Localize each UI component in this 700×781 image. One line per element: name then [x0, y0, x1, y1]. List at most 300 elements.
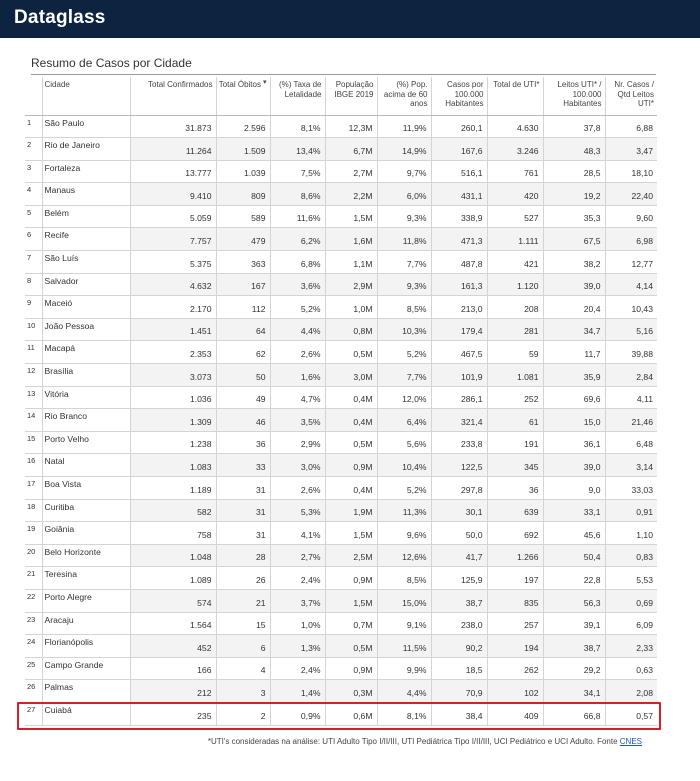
cell-confirmed: 235	[130, 702, 216, 725]
brand-logo[interactable]: Dataglass	[14, 7, 106, 28]
cell-cases_per_100k: 179,4	[431, 318, 487, 341]
cell-confirmed: 31.873	[130, 115, 216, 138]
cell-city: Natal	[42, 454, 130, 477]
cell-cases_per_icu: 6,09	[605, 612, 657, 635]
cell-population: 0,5M	[325, 431, 377, 454]
cell-confirmed: 9.410	[130, 183, 216, 206]
column-header-over60[interactable]	[377, 77, 431, 115]
cell-lethality: 8,1%	[270, 115, 325, 138]
cell-cases_per_icu: 1,10	[605, 522, 657, 545]
cell-deaths: 26	[216, 567, 270, 590]
cell-idx: 4	[25, 183, 42, 206]
cell-idx: 22	[25, 589, 42, 612]
cell-cases_per_100k: 122,5	[431, 454, 487, 477]
highlighted-row-outline	[17, 702, 661, 730]
cell-cases_per_icu: 0,91	[605, 499, 657, 522]
cell-city: Porto Alegre	[42, 589, 130, 612]
cell-confirmed: 1.451	[130, 318, 216, 341]
cell-confirmed: 1.036	[130, 386, 216, 409]
cell-population: 0,3M	[325, 680, 377, 703]
cell-icu_total: 1.111	[487, 228, 543, 251]
cell-cases_per_icu: 3,47	[605, 138, 657, 161]
cell-cases_per_100k: 125,9	[431, 567, 487, 590]
table-row[interactable]	[25, 409, 657, 432]
cell-cases_per_100k: 233,8	[431, 431, 487, 454]
cell-city: Campo Grande	[42, 657, 130, 680]
cell-cases_per_100k: 286,1	[431, 386, 487, 409]
cell-cases_per_icu: 5,53	[605, 567, 657, 590]
cell-icu_total: 421	[487, 251, 543, 274]
cell-deaths: 809	[216, 183, 270, 206]
cell-cases_per_100k: 50,0	[431, 522, 487, 545]
cell-deaths: 1.509	[216, 138, 270, 161]
cell-deaths: 21	[216, 589, 270, 612]
cell-population: 0,4M	[325, 386, 377, 409]
cell-over60: 9,3%	[377, 205, 431, 228]
cell-deaths: 28	[216, 544, 270, 567]
cell-over60: 7,7%	[377, 364, 431, 387]
column-header-label: Total Confirmados	[148, 80, 213, 89]
cell-deaths: 50	[216, 364, 270, 387]
cell-confirmed: 758	[130, 522, 216, 545]
cell-icu_per_100k: 11,7	[543, 341, 605, 364]
cell-lethality: 0,9%	[270, 702, 325, 725]
cell-population: 0,6M	[325, 702, 377, 725]
cell-population: 3,0M	[325, 364, 377, 387]
cell-lethality: 1,3%	[270, 635, 325, 658]
cell-deaths: 31	[216, 499, 270, 522]
cell-confirmed: 2.353	[130, 341, 216, 364]
cell-over60: 10,4%	[377, 454, 431, 477]
cell-confirmed: 13.777	[130, 160, 216, 183]
cell-cases_per_icu: 22,40	[605, 183, 657, 206]
cell-icu_per_100k: 56,3	[543, 589, 605, 612]
cell-lethality: 3,0%	[270, 454, 325, 477]
cell-icu_total: 639	[487, 499, 543, 522]
cell-city: Fortaleza	[42, 160, 130, 183]
column-header-cases_per_icu[interactable]	[605, 77, 657, 115]
cell-cases_per_icu: 18,10	[605, 160, 657, 183]
table-row[interactable]	[25, 364, 657, 387]
table-row[interactable]	[25, 183, 657, 206]
cell-confirmed: 1.189	[130, 477, 216, 500]
cell-icu_per_100k: 39,0	[543, 273, 605, 296]
cell-lethality: 1,4%	[270, 680, 325, 703]
cell-cases_per_icu: 6,48	[605, 431, 657, 454]
cell-cases_per_100k: 321,4	[431, 409, 487, 432]
cell-cases_per_icu: 2,08	[605, 680, 657, 703]
cell-lethality: 2,4%	[270, 657, 325, 680]
cell-cases_per_100k: 41,7	[431, 544, 487, 567]
cell-lethality: 3,6%	[270, 273, 325, 296]
cell-confirmed: 166	[130, 657, 216, 680]
cell-idx: 9	[25, 296, 42, 319]
cell-confirmed: 1.564	[130, 612, 216, 635]
table-row[interactable]	[25, 431, 657, 454]
footnote-text: *UTI's consideradas na análise: UTI Adulto Tipo I/II/III, UTI Pediátrica Tipo I/II/III, UCI Pediátrico e UCI Adulto. Fonte	[207, 737, 620, 746]
cell-idx: 25	[25, 657, 42, 680]
app-header	[0, 0, 700, 38]
cell-idx: 14	[25, 409, 42, 432]
cell-over60: 11,5%	[377, 635, 431, 658]
cell-lethality: 2,7%	[270, 544, 325, 567]
cell-cases_per_icu: 10,43	[605, 296, 657, 319]
cell-icu_per_100k: 45,6	[543, 522, 605, 545]
table-row[interactable]	[25, 680, 657, 703]
cell-lethality: 1,0%	[270, 612, 325, 635]
cell-population: 0,5M	[325, 341, 377, 364]
table-row[interactable]	[25, 477, 657, 500]
cell-over60: 6,4%	[377, 409, 431, 432]
cell-cases_per_icu: 33,03	[605, 477, 657, 500]
table-row[interactable]	[25, 115, 657, 138]
cell-over60: 11,9%	[377, 115, 431, 138]
cell-population: 2,9M	[325, 273, 377, 296]
cell-cases_per_100k: 30,1	[431, 499, 487, 522]
cell-deaths: 62	[216, 341, 270, 364]
cell-over60: 15,0%	[377, 589, 431, 612]
cell-lethality: 1,6%	[270, 364, 325, 387]
cell-cases_per_100k: 431,1	[431, 183, 487, 206]
cell-city: São Paulo	[42, 115, 130, 138]
cell-deaths: 49	[216, 386, 270, 409]
cell-icu_total: 257	[487, 612, 543, 635]
cell-over60: 7,7%	[377, 251, 431, 274]
cell-cases_per_100k: 18,5	[431, 657, 487, 680]
cell-city: Vitória	[42, 386, 130, 409]
cell-icu_total: 761	[487, 160, 543, 183]
cell-icu_per_100k: 36,1	[543, 431, 605, 454]
column-header-label: Cidade	[44, 80, 70, 89]
cell-confirmed: 212	[130, 680, 216, 703]
cell-population: 0,9M	[325, 657, 377, 680]
column-header-icu_per_100k[interactable]	[543, 77, 605, 115]
cell-city: Rio Branco	[42, 409, 130, 432]
cell-over60: 8,5%	[377, 296, 431, 319]
cell-lethality: 2,6%	[270, 341, 325, 364]
cell-lethality: 2,4%	[270, 567, 325, 590]
cell-city: Salvador	[42, 273, 130, 296]
cell-cases_per_100k: 338,9	[431, 205, 487, 228]
cell-icu_total: 61	[487, 409, 543, 432]
cell-cases_per_icu: 12,77	[605, 251, 657, 274]
cell-city: Maceió	[42, 296, 130, 319]
cell-icu_per_100k: 22,8	[543, 567, 605, 590]
table-row[interactable]	[25, 251, 657, 274]
cell-over60: 8,5%	[377, 567, 431, 590]
column-header-population[interactable]	[325, 77, 377, 115]
column-header-icu_total[interactable]	[487, 77, 543, 115]
cell-cases_per_100k: 38,7	[431, 589, 487, 612]
cell-deaths: 64	[216, 318, 270, 341]
cell-icu_per_100k: 29,2	[543, 657, 605, 680]
cell-idx: 15	[25, 431, 42, 454]
column-header-deaths[interactable]	[216, 77, 270, 115]
cell-confirmed: 4.632	[130, 273, 216, 296]
cell-icu_per_100k: 50,4	[543, 544, 605, 567]
cell-cases_per_icu: 0,69	[605, 589, 657, 612]
cell-lethality: 6,8%	[270, 251, 325, 274]
cell-confirmed: 1.309	[130, 409, 216, 432]
source-link[interactable]: CNES	[619, 737, 642, 746]
cell-deaths: 112	[216, 296, 270, 319]
cell-deaths: 363	[216, 251, 270, 274]
cell-icu_per_100k: 39,1	[543, 612, 605, 635]
cell-lethality: 4,7%	[270, 386, 325, 409]
cell-icu_total: 1.120	[487, 273, 543, 296]
cell-cases_per_icu: 0,63	[605, 657, 657, 680]
cell-idx: 10	[25, 318, 42, 341]
cell-city: Belém	[42, 205, 130, 228]
cell-over60: 6,0%	[377, 183, 431, 206]
cell-deaths: 15	[216, 612, 270, 635]
cell-cases_per_icu: 6,88	[605, 115, 657, 138]
cell-city: Boa Vista	[42, 477, 130, 500]
cell-cases_per_icu: 21,46	[605, 409, 657, 432]
cell-city: São Luís	[42, 251, 130, 274]
cell-confirmed: 3.073	[130, 364, 216, 387]
cell-icu_total: 36	[487, 477, 543, 500]
table-row[interactable]	[25, 341, 657, 364]
table-header-row	[25, 77, 657, 115]
cell-idx: 18	[25, 499, 42, 522]
table-row[interactable]	[25, 205, 657, 228]
cell-cases_per_icu: 5,16	[605, 318, 657, 341]
column-header-label: População IBGE 2019	[334, 80, 374, 99]
cell-idx: 23	[25, 612, 42, 635]
cell-icu_total: 281	[487, 318, 543, 341]
cell-idx: 27	[25, 702, 42, 725]
cell-idx: 1	[25, 115, 42, 138]
cell-cases_per_icu: 2,84	[605, 364, 657, 387]
cell-confirmed: 574	[130, 589, 216, 612]
cell-lethality: 5,3%	[270, 499, 325, 522]
cell-icu_per_100k: 67,5	[543, 228, 605, 251]
cell-population: 12,3M	[325, 115, 377, 138]
cell-icu_total: 527	[487, 205, 543, 228]
cell-population: 2,7M	[325, 160, 377, 183]
table-row[interactable]	[25, 228, 657, 251]
cell-deaths: 1.039	[216, 160, 270, 183]
cell-icu_per_100k: 9,0	[543, 477, 605, 500]
cell-city: Manaus	[42, 183, 130, 206]
cell-deaths: 2.596	[216, 115, 270, 138]
table-row[interactable]	[25, 612, 657, 635]
cell-cases_per_icu: 2,33	[605, 635, 657, 658]
cell-city: Florianópolis	[42, 635, 130, 658]
cell-icu_total: 194	[487, 635, 543, 658]
cell-lethality: 4,1%	[270, 522, 325, 545]
cell-cases_per_icu: 3,14	[605, 454, 657, 477]
cell-confirmed: 5.375	[130, 251, 216, 274]
cell-lethality: 2,6%	[270, 477, 325, 500]
column-header-lethality[interactable]	[270, 77, 325, 115]
cell-icu_per_100k: 48,3	[543, 138, 605, 161]
cell-city: Rio de Janeiro	[42, 138, 130, 161]
cell-over60: 11,8%	[377, 228, 431, 251]
cell-icu_total: 262	[487, 657, 543, 680]
table-row[interactable]	[25, 138, 657, 161]
cell-icu_total: 420	[487, 183, 543, 206]
cell-idx: 26	[25, 680, 42, 703]
sort-arrow-icon[interactable]: ▾	[262, 79, 267, 86]
column-header-label: (%) Taxa de Letalidade	[278, 80, 322, 99]
cell-population: 1,0M	[325, 296, 377, 319]
cell-lethality: 5,2%	[270, 296, 325, 319]
cell-lethality: 7,5%	[270, 160, 325, 183]
cell-city: Palmas	[42, 680, 130, 703]
cell-over60: 9,9%	[377, 657, 431, 680]
cell-icu_per_100k: 38,2	[543, 251, 605, 274]
cell-population: 1,5M	[325, 589, 377, 612]
cell-icu_total: 252	[487, 386, 543, 409]
cell-lethality: 8,6%	[270, 183, 325, 206]
cell-icu_per_100k: 35,3	[543, 205, 605, 228]
cell-icu_total: 1.266	[487, 544, 543, 567]
cell-lethality: 11,6%	[270, 205, 325, 228]
cell-population: 2,5M	[325, 544, 377, 567]
cell-lethality: 2,9%	[270, 431, 325, 454]
cell-deaths: 3	[216, 680, 270, 703]
column-header-city[interactable]	[42, 77, 130, 115]
cell-cases_per_100k: 167,6	[431, 138, 487, 161]
table-row[interactable]	[25, 296, 657, 319]
cell-icu_per_100k: 19,2	[543, 183, 605, 206]
cell-confirmed: 5.059	[130, 205, 216, 228]
cell-icu_total: 197	[487, 567, 543, 590]
cell-deaths: 167	[216, 273, 270, 296]
cell-deaths: 4	[216, 657, 270, 680]
cell-icu_per_100k: 66,8	[543, 702, 605, 725]
cell-icu_per_100k: 15,0	[543, 409, 605, 432]
cell-population: 1,1M	[325, 251, 377, 274]
cell-over60: 12,0%	[377, 386, 431, 409]
cell-idx: 20	[25, 544, 42, 567]
cell-icu_per_100k: 20,4	[543, 296, 605, 319]
cell-icu_per_100k: 69,6	[543, 386, 605, 409]
cell-population: 2,2M	[325, 183, 377, 206]
cell-city: Brasília	[42, 364, 130, 387]
cell-idx: 16	[25, 454, 42, 477]
table-row[interactable]	[25, 635, 657, 658]
cell-confirmed: 1.238	[130, 431, 216, 454]
cell-cases_per_icu: 39,88	[605, 341, 657, 364]
cell-over60: 12,6%	[377, 544, 431, 567]
column-header-label: (%) Pop. acima de 60 anos	[383, 80, 428, 108]
cell-icu_total: 208	[487, 296, 543, 319]
cell-icu_total: 409	[487, 702, 543, 725]
footnote	[208, 737, 642, 746]
cell-over60: 8,1%	[377, 702, 431, 725]
cell-icu_total: 102	[487, 680, 543, 703]
cell-deaths: 6	[216, 635, 270, 658]
table-row[interactable]	[25, 589, 657, 612]
column-header-label: Total de UTI*	[493, 80, 540, 89]
cell-cases_per_100k: 260,1	[431, 115, 487, 138]
cell-cases_per_100k: 161,3	[431, 273, 487, 296]
cell-city: Curitiba	[42, 499, 130, 522]
cell-confirmed: 1.083	[130, 454, 216, 477]
cell-over60: 10,3%	[377, 318, 431, 341]
cell-icu_per_100k: 34,7	[543, 318, 605, 341]
cell-population: 1,9M	[325, 499, 377, 522]
table-row[interactable]	[25, 522, 657, 545]
cell-icu_total: 692	[487, 522, 543, 545]
cell-confirmed: 582	[130, 499, 216, 522]
column-header-idx[interactable]	[25, 77, 42, 115]
cell-over60: 5,2%	[377, 477, 431, 500]
cell-idx: 7	[25, 251, 42, 274]
cell-cases_per_icu: 0,57	[605, 702, 657, 725]
cell-population: 1,5M	[325, 205, 377, 228]
cell-lethality: 6,2%	[270, 228, 325, 251]
table-body	[25, 115, 657, 725]
cell-icu_total: 4.630	[487, 115, 543, 138]
cell-confirmed: 7.757	[130, 228, 216, 251]
cell-over60: 4,4%	[377, 680, 431, 703]
cell-population: 0,9M	[325, 454, 377, 477]
cell-icu_total: 1.081	[487, 364, 543, 387]
table-row[interactable]	[25, 544, 657, 567]
cell-city: Teresina	[42, 567, 130, 590]
cell-cases_per_100k: 297,8	[431, 477, 487, 500]
section-title: Resumo de Casos por Cidade	[31, 56, 192, 70]
table-row[interactable]	[25, 273, 657, 296]
table-row[interactable]	[25, 454, 657, 477]
cell-lethality: 3,5%	[270, 409, 325, 432]
cell-over60: 5,6%	[377, 431, 431, 454]
cell-cases_per_100k: 467,5	[431, 341, 487, 364]
cell-confirmed: 11.264	[130, 138, 216, 161]
cell-population: 0,9M	[325, 567, 377, 590]
cell-deaths: 33	[216, 454, 270, 477]
cell-idx: 11	[25, 341, 42, 364]
cell-cases_per_100k: 213,0	[431, 296, 487, 319]
cell-deaths: 479	[216, 228, 270, 251]
cell-icu_total: 191	[487, 431, 543, 454]
cell-idx: 21	[25, 567, 42, 590]
cell-icu_per_100k: 38,7	[543, 635, 605, 658]
cell-idx: 6	[25, 228, 42, 251]
table-row[interactable]	[25, 160, 657, 183]
cell-idx: 2	[25, 138, 42, 161]
cell-over60: 9,6%	[377, 522, 431, 545]
cell-confirmed: 1.089	[130, 567, 216, 590]
column-header-label: Total Óbitos	[218, 80, 261, 89]
cell-city: Recife	[42, 228, 130, 251]
cell-cases_per_icu: 4,14	[605, 273, 657, 296]
column-header-cases_per_100k[interactable]	[431, 77, 487, 115]
table-row[interactable]	[25, 657, 657, 680]
table-row[interactable]	[25, 386, 657, 409]
cell-city: Cuiabá	[42, 702, 130, 725]
cell-idx: 19	[25, 522, 42, 545]
cell-deaths: 31	[216, 477, 270, 500]
cell-idx: 13	[25, 386, 42, 409]
table-row[interactable]	[25, 499, 657, 522]
column-header-confirmed[interactable]	[130, 77, 216, 115]
cell-city: Belo Horizonte	[42, 544, 130, 567]
cell-lethality: 3,7%	[270, 589, 325, 612]
table-row[interactable]	[25, 318, 657, 341]
cell-cases_per_100k: 238,0	[431, 612, 487, 635]
cell-deaths: 31	[216, 522, 270, 545]
cell-population: 1,6M	[325, 228, 377, 251]
column-header-label: Leitos UTI* / 100.000 Habitantes	[557, 80, 602, 108]
cell-cases_per_icu: 4,11	[605, 386, 657, 409]
table-row[interactable]	[25, 567, 657, 590]
cell-population: 0,4M	[325, 477, 377, 500]
